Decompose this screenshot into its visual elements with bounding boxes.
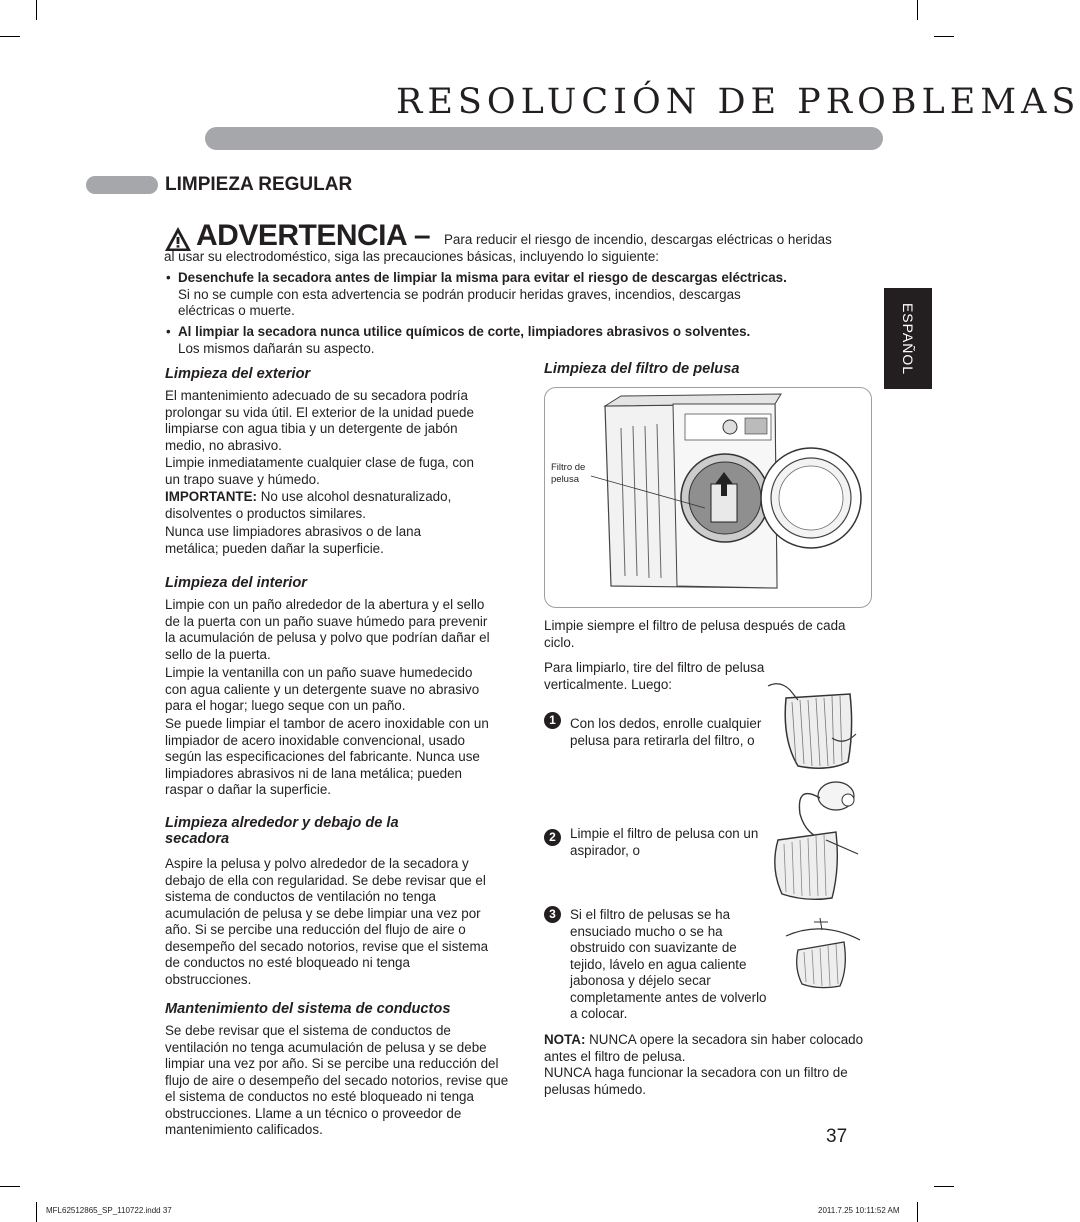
warning-bullet-text: eléctricas o muerte. [178,303,295,318]
warning-intro-line1: Para reducir el riesgo de incendio, descargas eléctricas o heridas [444,232,832,247]
important-label: IMPORTANTE: [165,489,257,504]
around-heading: Limpieza alrededor y debajo de la secadora [165,815,399,847]
interior-p3: Se puede limpiar el tambor de acero inoxidable con un limpiador de acero inoxidable convencional, usado según las especificaciones del fabricante. Nunca use limpiadores abrasivos ni de lana metálica; pueden raspar o dañar la superficie. [165,716,489,797]
bullet-dot: • [166,270,171,285]
warning-bullet [166,270,866,322]
interior-heading: Limpieza del interior [165,575,307,591]
step-1-text: Con los dedos, enrolle cualquier pelusa para retirarla del filtro, o [570,716,762,748]
warning-heading: ADVERTENCIA – [196,219,431,252]
washing-filter-icon [782,916,864,992]
bullet-dot: • [166,324,171,339]
note-label: NOTA: [544,1032,586,1047]
warning-bullet-text: Los mismos dañarán su aspecto. [178,340,375,356]
interior-p2: Limpie la ventanilla con un paño suave humedecido con agua caliente y un detergente suave no abrasivo para el hogar; luego seque con un paño. [165,665,480,713]
crop-mark [0,1186,20,1187]
section-title: LIMPIEZA REGULAR [165,174,353,195]
step-3-text: Si el filtro de pelusas se ha ensuciado mucho o se ha obstruido con suavizante de tejido, lávelo en agua caliente jabonosa y déjelo secar completamente antes de volverlo a colocar. [570,907,767,1021]
footer-timestamp: 2011.7.25 10:11:52 AM [818,1206,900,1215]
interior-p1: Limpie con un paño alrededor de la abertura y el sello de la puerta con un paño suave húmedo para prevenir la acumulación de pelusa y polvo que podrían dañar el sello de la puerta. [165,597,490,662]
warning-bullet [166,324,866,360]
dryer-illustration [545,388,871,607]
language-tab-label: ESPAÑOL [900,302,916,375]
exterior-p2: Limpie inmediatamente cualquier clase de fuga, con un trapo suave y húmedo. [165,455,474,487]
ducts-heading: Mantenimiento del sistema de conductos [165,1001,451,1017]
warning-intro-line2: al usar su electrodoméstico, siga las precauciones básicas, incluyendo lo siguiente: [164,249,659,264]
footer-file: MFL62512865_SP_110722.indd 37 [46,1206,172,1215]
warning-bullet-text: Si no se cumple con esta advertencia se podrán producir heridas graves, incendios, descargas [178,286,741,302]
note-line1: NUNCA opere la secadora sin haber colocado antes el filtro de pelusa. [544,1032,864,1064]
crop-mark [934,36,954,37]
dryer-figure [544,387,872,608]
note-line2: NUNCA haga funcionar la secadora con un filtro de pelusas húmedo. [544,1065,848,1097]
note-text [544,1032,864,1098]
crop-mark [917,0,918,20]
lint-p1: Limpie siempre el filtro de pelusa después de cada ciclo. [544,618,846,650]
around-p1: Aspire la pelusa y polvo alrededor de la secadora y debajo de ella con regularidad. Se debe revisar que el sistema de conductos de ventilación no tenga acumulación de pelusa y se debe limpiar una vez por año. Si se percibe una reducción del flujo de aire o desempeño del secado notorios, revise que el sistema de conductos no esté bloqueado ni tenga obstrucciones. [165,856,489,987]
lint-filter-heading: Limpieza del filtro de pelusa [544,361,740,377]
exterior-p4: Nunca use limpiadores abrasivos o de lana metálica; pueden dañar la superficie. [165,524,422,556]
crop-mark [917,1202,918,1222]
warning-bullet-bold: Desenchufe la secadora antes de limpiar la misma para evitar el riesgo de descargas eléctricas. [178,270,787,285]
exterior-p1: El mantenimiento adecuado de su secadora podría prolongar su vida útil. El exterior de la unidad puede limpiarse con agua tibia y un detergente de jabón medio, no abrasivo. [165,388,474,453]
vacuum-icon [766,774,862,906]
title-bar [205,127,883,150]
exterior-p3-text: No use alcohol desnaturalizado, disolventes o productos similares. [165,489,452,521]
lint-p2: Para limpiarlo, tire del filtro de pelusa verticalmente. Luego: [544,660,765,692]
crop-mark [0,36,20,37]
filter-fingers-icon [768,680,860,776]
ducts-p1: Se debe revisar que el sistema de conductos de ventilación no tenga acumulación de pelusa y se debe limpiar una vez por año. Si se percibe una reducción del flujo de aire o desempeño del secado notorios, revise que el sistema de conductos no esté bloqueado ni tenga obstrucciones. Llame a un técnico o proveedor de mantenimiento calificados. [165,1023,509,1137]
page-number: 37 [826,1126,848,1147]
section-pill [86,176,158,194]
warning-bullet-bold: Al limpiar la secadora nunca utilice químicos de corte, limpiadores abrasivos o solventes. [178,324,751,339]
step-2-text: Limpie el filtro de pelusa con un aspirador, o [570,826,759,858]
exterior-heading: Limpieza del exterior [165,366,311,382]
step-1-number: 1 [544,712,561,729]
page-title: RESOLUCIÓN DE PROBLEMAS [396,82,1080,122]
crop-mark [934,1186,954,1187]
step-3-number: 3 [544,906,561,923]
lint-filter-label: Filtro de pelusa [551,462,586,485]
language-tab [884,288,932,389]
exterior-p3 [165,489,485,522]
step-2-number: 2 [544,829,561,846]
crop-mark [36,0,37,20]
crop-mark [36,1202,37,1222]
